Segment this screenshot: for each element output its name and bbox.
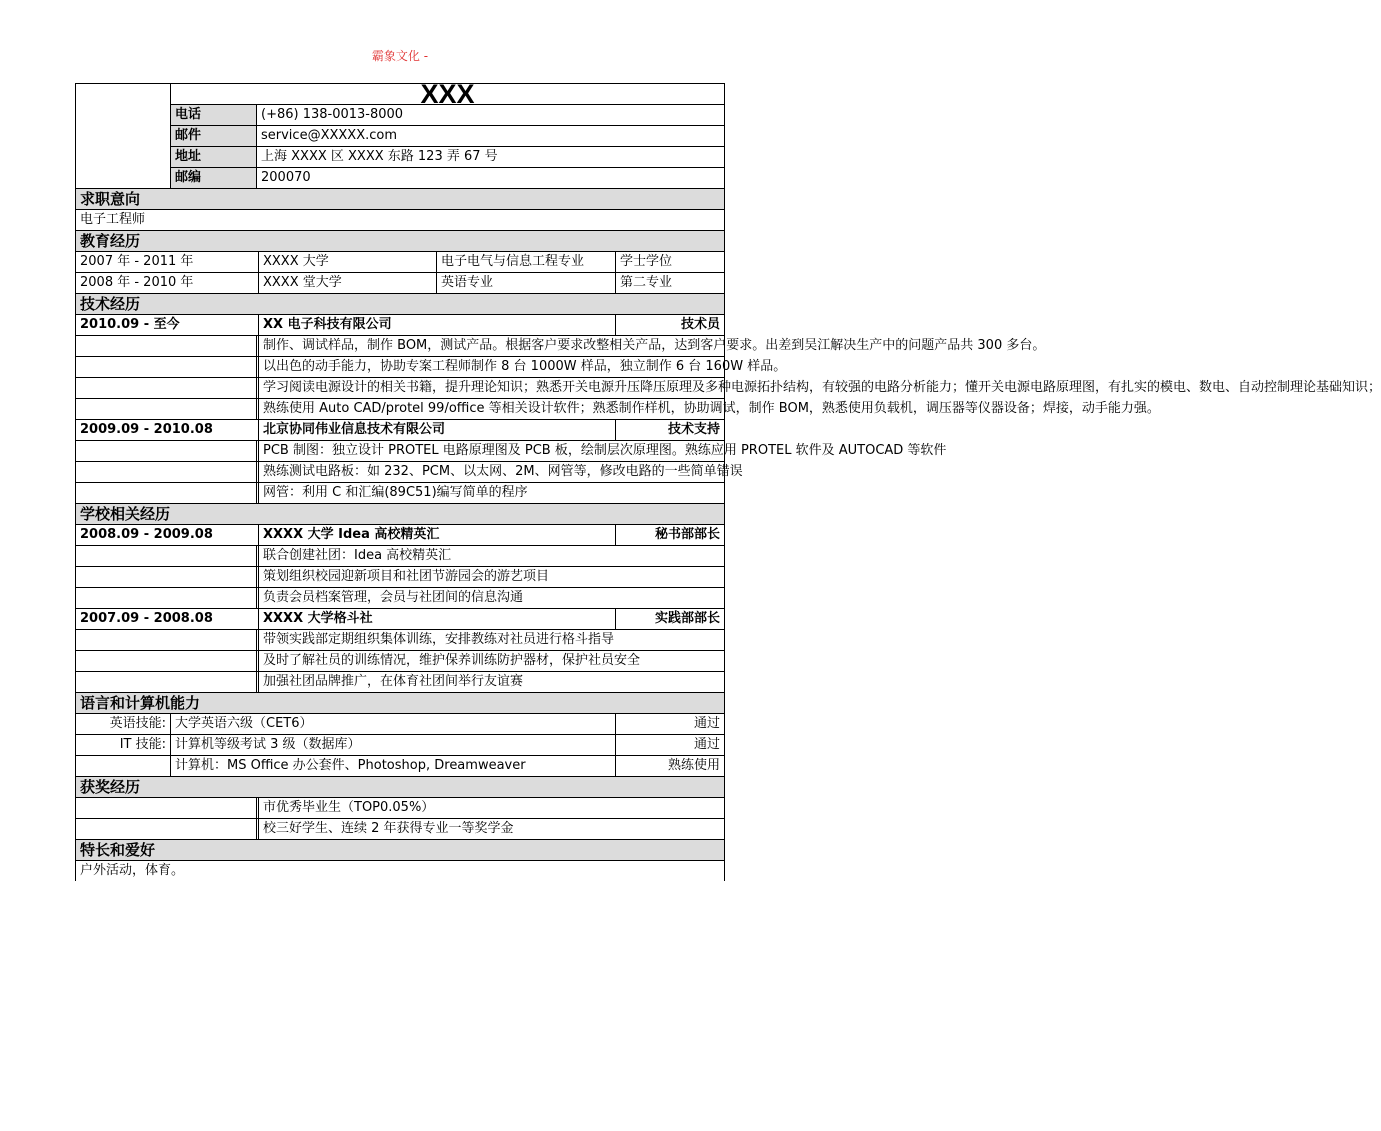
job-item-row bbox=[76, 672, 725, 693]
header-watermark: 霸象文化 - bbox=[371, 49, 429, 63]
skill-row bbox=[76, 714, 725, 735]
job-item-text: 负责会员档案管理，会员与社团间的信息沟通 bbox=[259, 588, 725, 609]
job-item-text: 联合创建社团：Idea 高校精英汇 bbox=[259, 546, 725, 567]
job-item-text: 熟练使用 Auto CAD/protel 99/office 等相关设计软件；熟悉制作样机，协助调试，制作 BOM，熟悉使用负载机，调压器等仪器设备；焊接，动手能力强。 bbox=[259, 399, 725, 420]
bullet-spacer bbox=[76, 672, 257, 693]
job-period: 2010.09 - 至今 bbox=[76, 315, 259, 336]
job-period: 2009.09 - 2010.08 bbox=[76, 420, 259, 441]
skill-level: 通过 bbox=[616, 714, 725, 735]
section-objective: 求职意向 bbox=[76, 189, 725, 210]
bullet-spacer bbox=[76, 819, 257, 840]
education-degree: 第二专业 bbox=[616, 273, 725, 294]
section-education: 教育经历 bbox=[76, 231, 725, 252]
education-period: 2008 年 - 2010 年 bbox=[76, 273, 259, 294]
job-title: 技术员 bbox=[616, 315, 725, 336]
job-item-row bbox=[76, 483, 725, 504]
job-item-text: PCB 制图：独立设计 PROTEL 电路原理图及 PCB 板，绘制层次原理图。熟练应用 PROTEL 软件及 AUTOCAD 等软件 bbox=[259, 441, 725, 462]
bullet-spacer bbox=[76, 630, 257, 651]
job-item-row bbox=[76, 567, 725, 588]
job-company: XXXX 大学 Idea 高校精英汇 bbox=[259, 525, 616, 546]
contact-label: 电话 bbox=[171, 105, 257, 126]
contact-zip: 200070 bbox=[257, 168, 725, 189]
section-tech: 技术经历 bbox=[76, 294, 725, 315]
job-item-row bbox=[76, 378, 725, 399]
job-item-row bbox=[76, 630, 725, 651]
award-text: 校三好学生、连续 2 年获得专业一等奖学金 bbox=[259, 819, 725, 840]
bullet-spacer bbox=[76, 651, 257, 672]
skill-level: 通过 bbox=[616, 735, 725, 756]
education-major: 电子电气与信息工程专业 bbox=[437, 252, 616, 273]
job-period: 2007.09 - 2008.08 bbox=[76, 609, 259, 630]
contact-label: 邮件 bbox=[171, 126, 257, 147]
job-item-text: 以出色的动手能力，协助专案工程师制作 8 台 1000W 样品，独立制作 6 台 160W 样品。 bbox=[259, 357, 725, 378]
award-row bbox=[76, 819, 725, 840]
job-item-text: 策划组织校园迎新项目和社团节游园会的游艺项目 bbox=[259, 567, 725, 588]
education-school: XXXX 堂大学 bbox=[259, 273, 437, 294]
objective-value: 电子工程师 bbox=[76, 210, 725, 231]
skill-label bbox=[76, 756, 171, 777]
contact-phone: (+86) 138-0013-8000 bbox=[257, 105, 725, 126]
hobbies-value: 户外活动，体育。 bbox=[76, 861, 725, 882]
job-item-text: 熟练测试电路板：如 232、PCM、以太网、2M、网管等，修改电路的一些简单错误 bbox=[259, 462, 725, 483]
bullet-spacer bbox=[76, 357, 257, 378]
photo-placeholder bbox=[76, 84, 171, 189]
resume-name: XXX bbox=[171, 84, 725, 105]
section-school: 学校相关经历 bbox=[76, 504, 725, 525]
job-item-text: 学习阅读电源设计的相关书籍，提升理论知识；熟悉开关电源升压降压原理及多种电源拓扑结构，有较强的电路分析能力；懂开关电源电路原理图，有扎实的模电、数电、自动控制理论基础知识； bbox=[259, 378, 725, 399]
skill-label: 英语技能: bbox=[76, 714, 171, 735]
bullet-spacer bbox=[76, 441, 257, 462]
job-header-row bbox=[76, 609, 725, 630]
job-title: 秘书部部长 bbox=[616, 525, 725, 546]
job-item-text: 带领实践部定期组织集体训练，安排教练对社员进行格斗指导 bbox=[259, 630, 725, 651]
job-period: 2008.09 - 2009.08 bbox=[76, 525, 259, 546]
bullet-spacer bbox=[76, 798, 257, 819]
job-company: 北京协同伟业信息技术有限公司 bbox=[259, 420, 616, 441]
job-item-text: 网管：利用 C 和汇编(89C51)编写简单的程序 bbox=[259, 483, 725, 504]
job-item-row bbox=[76, 441, 725, 462]
award-row bbox=[76, 798, 725, 819]
bullet-spacer bbox=[76, 336, 257, 357]
job-item-text: 制作、调试样品，制作 BOM，测试产品。根据客户要求改整相关产品，达到客户要求。出差到吴江解决生产中的问题产品共 300 多台。 bbox=[259, 336, 725, 357]
contact-label: 邮编 bbox=[171, 168, 257, 189]
section-awards: 获奖经历 bbox=[76, 777, 725, 798]
bullet-spacer bbox=[76, 483, 257, 504]
job-item-row bbox=[76, 651, 725, 672]
section-hobbies: 特长和爱好 bbox=[76, 840, 725, 861]
skill-desc: 大学英语六级（CET6） bbox=[171, 714, 616, 735]
education-row bbox=[76, 273, 725, 294]
skill-label: IT 技能: bbox=[76, 735, 171, 756]
skill-desc: 计算机等级考试 3 级（数据库） bbox=[171, 735, 616, 756]
bullet-spacer bbox=[76, 567, 257, 588]
job-title: 实践部部长 bbox=[616, 609, 725, 630]
job-item-row bbox=[76, 588, 725, 609]
contact-label: 地址 bbox=[171, 147, 257, 168]
job-item-row bbox=[76, 336, 725, 357]
job-item-row bbox=[76, 462, 725, 483]
resume-table bbox=[75, 79, 1381, 881]
job-item-row bbox=[76, 399, 725, 420]
job-title: 技术支持 bbox=[616, 420, 725, 441]
education-row bbox=[76, 252, 725, 273]
job-company: XXXX 大学格斗社 bbox=[259, 609, 616, 630]
section-skills: 语言和计算机能力 bbox=[76, 693, 725, 714]
education-major: 英语专业 bbox=[437, 273, 616, 294]
education-degree: 学士学位 bbox=[616, 252, 725, 273]
bullet-spacer bbox=[76, 462, 257, 483]
job-header-row bbox=[76, 525, 725, 546]
bullet-spacer bbox=[76, 378, 257, 399]
job-header-row bbox=[76, 315, 725, 336]
bullet-spacer bbox=[76, 546, 257, 567]
skill-row bbox=[76, 756, 725, 777]
education-period: 2007 年 - 2011 年 bbox=[76, 252, 259, 273]
education-school: XXXX 大学 bbox=[259, 252, 437, 273]
bullet-spacer bbox=[76, 588, 257, 609]
job-item-row bbox=[76, 357, 725, 378]
job-header-row bbox=[76, 420, 725, 441]
contact-email: service@XXXXX.com bbox=[257, 126, 725, 147]
contact-address: 上海 XXXX 区 XXXX 东路 123 弄 67 号 bbox=[257, 147, 725, 168]
skill-level: 熟练使用 bbox=[616, 756, 725, 777]
award-text: 市优秀毕业生（TOP0.05%） bbox=[259, 798, 725, 819]
job-item-text: 及时了解社员的训练情况，维护保养训练防护器材，保护社员安全 bbox=[259, 651, 725, 672]
skill-row bbox=[76, 735, 725, 756]
skill-desc: 计算机：MS Office 办公套件、Photoshop, Dreamweaver bbox=[171, 756, 616, 777]
job-item-row bbox=[76, 546, 725, 567]
job-item-text: 加强社团品牌推广，在体育社团间举行友谊赛 bbox=[259, 672, 725, 693]
job-company: XX 电子科技有限公司 bbox=[259, 315, 616, 336]
bullet-spacer bbox=[76, 399, 257, 420]
